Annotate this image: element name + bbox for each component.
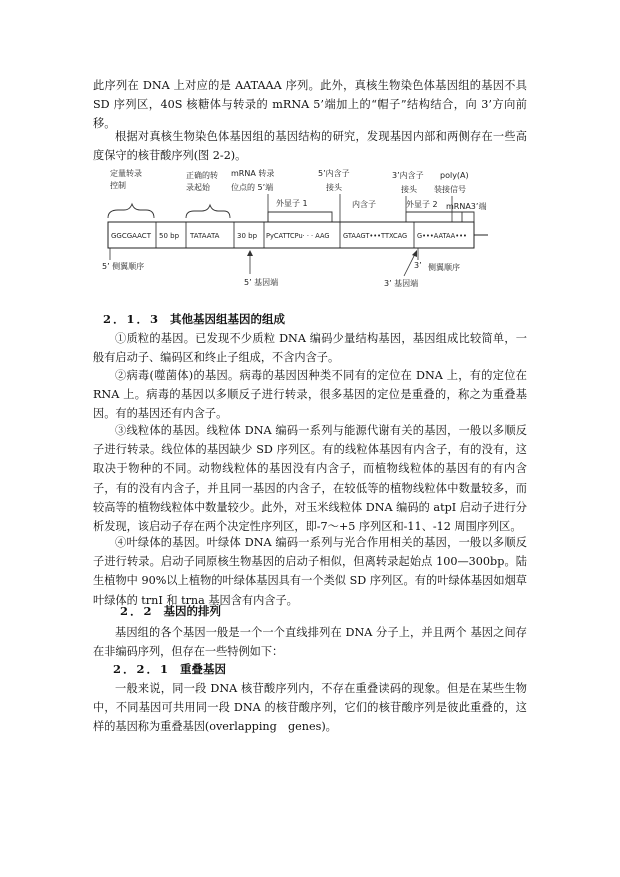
label-polya-line2: 装接信号 (434, 185, 466, 194)
heading-number: 2．1．3 (103, 312, 161, 326)
heading-text: 基因的排列 (163, 604, 222, 618)
exon1-bracket (268, 212, 332, 222)
paragraph-virus: ②病毒(噬菌体)的基因。病毒的基因因种类不同有的定位在 DNA 上，有的定位在 RNA 上。病毒的基因以多顺反子进行转录，很多基因的定位是重叠的，称之为重叠基因。有的基因还有内含子。 (93, 369, 527, 421)
label-regulation-line2: 控制 (110, 181, 126, 190)
paragraph-conserved-sequences: 根据对真核生物染色体基因组的基因结构的研究，发现基因内部和两侧存在一些高度保守的核苷酸序列(图 2-2)。 (93, 130, 527, 163)
exon2-bracket (406, 212, 474, 222)
label-regulation-line1: 定量转录 (110, 169, 142, 178)
box-50bp: 50 bp (159, 232, 180, 240)
paragraph-gene-arrangement: 基因组的各个基因一般是一个一个直线排列在 DNA 分子上，并且两个 基因之间存在非编码序列，但存在一些特例如下： (93, 626, 527, 659)
section-heading-2-1-3 (103, 310, 285, 328)
paragraph-overlapping-genes: 一般来说，同一段 DNA 核苷酸序列内，不存在重叠读码的现象。但是在某些生物中，不同基因可共用同一段 DNA 的核苷酸序列，它们的核苷酸序列是彼此重叠的，这样的基因称为重叠基因(overlapping genes)。 (93, 682, 527, 734)
label-flank5: 5’ 侧翼顺序 (102, 262, 145, 271)
box-polya-seq: G•••AATAA••• (417, 232, 467, 240)
heading-text: 其他基因组基因的组成 (170, 312, 286, 326)
paragraph-cap-structure: 此序列在 DNA 上对应的是 AATAAA 序列。此外，真核生物染色体基因组的基因不具 SD 序列区，40S 核糖体与转录的 mRNA 5’端加上的“帽子”结构结合，向 3’方向前移。 (93, 79, 527, 131)
label-junction3-line2: 接头 (401, 185, 417, 194)
gene3-arrowhead (412, 250, 417, 257)
label-start-line2: 录起始 (186, 183, 210, 192)
start-bracket (186, 205, 230, 218)
label-flank3-prime: 3’ (414, 261, 422, 270)
box-intron-seq: GTAAGT•••TTXCAG (343, 232, 408, 240)
label-exon1: 外显子 1 (276, 199, 308, 208)
label-start-line1: 正确的转 (186, 171, 218, 180)
gene-structure-figure (96, 166, 526, 292)
label-mrna3: mRNA3’端 (446, 202, 487, 211)
label-junction5-line2: 接头 (326, 183, 342, 192)
label-polya-line1: poly(A) (440, 171, 469, 180)
label-intron: 内含子 (352, 200, 376, 209)
paragraph-chloroplast: ④叶绿体的基因。叶绿体 DNA 编码一系列与光合作用相关的基因，一般以多顺反子进行转录。启动子同原核生物基因的启动子相似，但离转录起始点 100—300bp。陆生植物中 90%以上植物的叶绿体基因具有一个类似 SD 序列区。有的叶绿体基因如烟草叶绿体的 trnI 和 trna 基因含有内含子。 (93, 536, 527, 607)
label-exon2: 外显子 2 (406, 200, 438, 209)
gene5-arrowhead (247, 250, 253, 256)
label-gene5: 5’ 基因端 (244, 278, 279, 287)
label-junction5-line1: 5’内含子 (318, 169, 350, 178)
section-heading-2-2-1 (113, 660, 226, 678)
box-tataata: TATAATA (190, 232, 220, 240)
box-ggcgaact: GGCGAACT (111, 232, 151, 240)
paragraph-plasmid: ①质粒的基因。已发现不少质粒 DNA 编码少量结构基因，基因组成比较简单，一般有启动子、编码区和终止子组成，不含内含子。 (93, 332, 527, 365)
heading-number: 2．2．1 (113, 662, 171, 676)
label-flank3: 侧翼顺序 (428, 263, 460, 272)
box-30bp: 30 bp (237, 232, 258, 240)
label-mrna5-line2: 位点的 5’端 (231, 183, 274, 192)
section-heading-2-2 (120, 602, 221, 620)
regulation-brace (108, 204, 154, 218)
label-junction3-line1: 3’内含子 (392, 171, 424, 180)
label-mrna5-line1: mRNA 转录 (231, 169, 275, 178)
label-gene3: 3’ 基因端 (384, 279, 419, 288)
paragraph-mitochondria: ③线粒体的基因。线粒体 DNA 编码一系列与能源代谢有关的基因，一般以多顺反子进行转录。线位体的基因缺少 SD 序列区。有的线粒体基因有内含子，有的没有，这取决于物种的不同。动物线粒体的基因没有内含子，而植物线粒体的基因有的有内含子，有的没有内含子，并且同一基因的内含子，在较低等的植物线粒体中数量较多，而较高等的植物线粒体中数量较少。此外，对玉米线粒体 DNA 编码的 atpI 启动子进行分析发现，该启动子存在两个决定性序列区，即-7～+5 序列区和-11、-12 周围序列区。 (93, 424, 527, 534)
box-exon1-seq: PyCATTCPu· · · AAG (266, 232, 330, 240)
heading-number: 2．2 (120, 604, 154, 618)
heading-text: 重叠基因 (180, 662, 227, 676)
